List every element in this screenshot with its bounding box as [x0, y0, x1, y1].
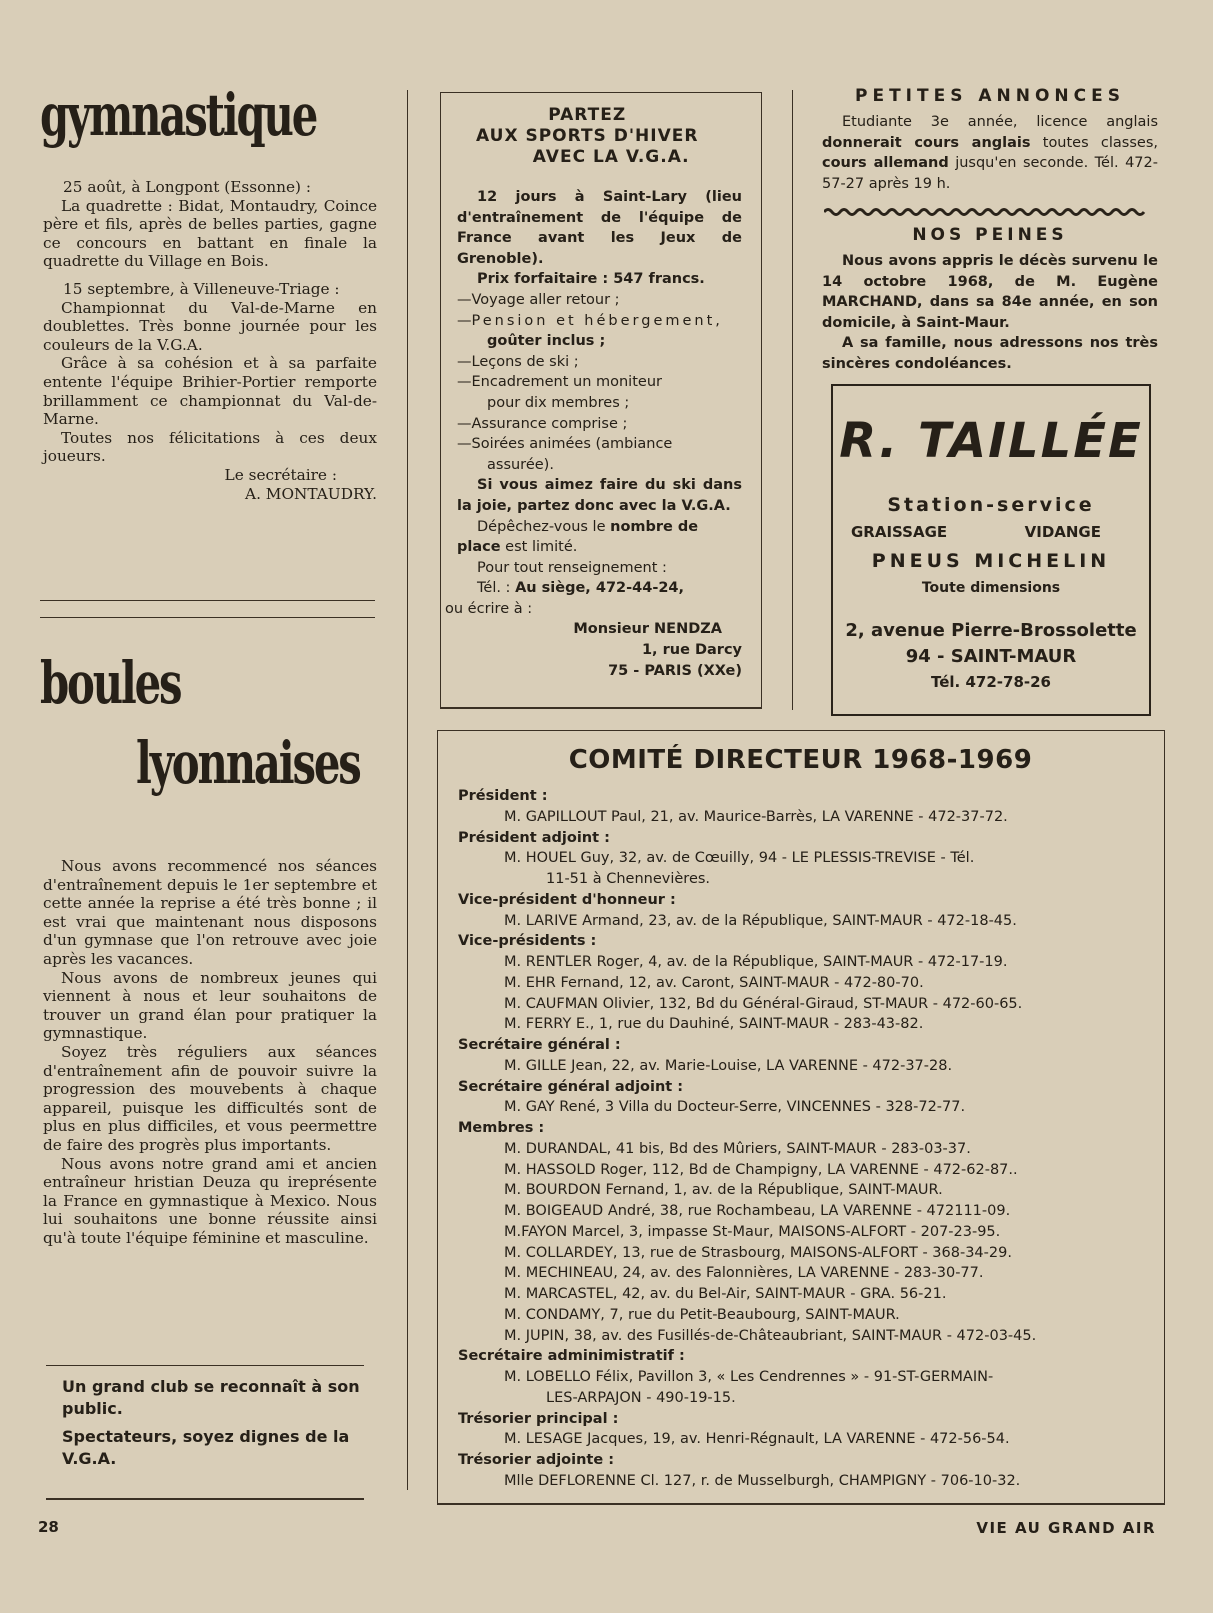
ad-address-city: 94 - SAINT-MAUR	[905, 646, 1077, 667]
committee-member: M. RENTLER Roger, 4, av. de la République, SAINT-MAUR - 472-17-19.	[504, 954, 1008, 970]
divider	[40, 617, 375, 618]
obituary-section	[822, 225, 1158, 375]
committee-role: Vice-président d'honneur :	[458, 891, 676, 908]
obituary-title: NOS PEINES	[912, 225, 1068, 245]
gym-paragraph-4: Championnat du Val-de-Marne en doublettes. Très bonne journée pour les couleurs de la V.G.A.	[43, 298, 377, 354]
column-rule	[792, 90, 793, 710]
boules-paragraph-1: Nous avons recommencé nos séances d'entraînement depuis le 1er septembre et cette année la reprise a été très bonne ; il est vrai que maintenant nous disposons d'un gymnase que l'on retrouve avec joie après les vacances.	[43, 857, 377, 968]
committee-role: Membres :	[458, 1120, 545, 1136]
committee-member: M.FAYON Marcel, 3, impasse St-Maur, MAISONS-ALFORT - 207-23-95.	[504, 1223, 1001, 1240]
slogan-box	[46, 1365, 364, 1500]
committee-member: M. CONDAMY, 7, rue du Petit-Beaubourg, SAINT-MAUR.	[504, 1306, 900, 1323]
gym-paragraph-6: Toutes nos félicitations à ces deux joueurs.	[43, 428, 377, 466]
committee-member: M. GILLE Jean, 22, av. Marie-Louise, LA VARENNE - 472-37-28.	[504, 1057, 953, 1074]
committee-member: M. GAPILLOUT Paul, 21, av. Maurice-Barrès, LA VARENNE - 472-37-72.	[504, 808, 1008, 825]
committee-role: Président :	[458, 788, 548, 804]
winter-item: —Pension et hébergement,	[457, 312, 723, 329]
gymnastique-title: gymnastique	[40, 81, 317, 149]
committee-role: Trésorier principal :	[458, 1410, 619, 1427]
ad-service-greasing: GRAISSAGE	[851, 523, 948, 541]
gym-paragraph-2: La quadrette : Bidat, Montaudry, Coince père et fils, après de belles parties, gagne ce concours en battant en finale la quadrette du Village en Bois.	[43, 196, 377, 271]
committee-list	[458, 786, 1148, 1492]
committee-member: M. COLLARDEY, 13, rue de Strasbourg, MAISONS-ALFORT - 368-34-29.	[504, 1244, 1012, 1261]
committee-role: Secrétaire général adjoint :	[458, 1078, 684, 1095]
column-rule	[407, 90, 408, 1490]
winter-sports-box	[440, 92, 762, 709]
boules-article	[43, 857, 377, 1247]
ad-address-street: 2, avenue Pierre-Brossolette	[845, 620, 1137, 641]
committee-member: M. LESAGE Jacques, 19, av. Henri-Régnault, LA VARENNE - 472-56-54.	[504, 1431, 1010, 1448]
committee-member: M. MECHINEAU, 24, av. des Falonnières, LA VARENNE - 283-30-77.	[504, 1265, 984, 1282]
ad-tire-sizes: Toute dimensions	[921, 580, 1061, 596]
gymnastique-article	[43, 178, 377, 503]
boules-title-line1: boules	[40, 649, 181, 717]
winter-phone: Tél. : Au siège, 472-44-24,	[477, 580, 685, 597]
committee-box	[437, 730, 1165, 1505]
gym-paragraph-5: Grâce à sa cohésion et à sa parfaite entente l'équipe Brihier-Portier remporte brillamment ce championnat du Val-de-Marne.	[43, 354, 377, 429]
ad-service-type: Station-service	[887, 494, 1095, 516]
winter-hurry-text: Dépêchez-vous le nombre de place est limité.	[457, 518, 699, 556]
ad-tires: PNEUS MICHELIN	[871, 550, 1111, 572]
winter-info-label: Pour tout renseignement :	[477, 559, 667, 576]
winter-price: Prix forfaitaire : 547 francs.	[477, 271, 705, 288]
committee-member: M. DURANDAL, 41 bis, Bd des Mûriers, SAINT-MAUR - 283-03-37.	[504, 1140, 971, 1157]
ad-phone: Tél. 472-78-26	[931, 673, 1051, 691]
winter-item: —Assurance comprise ;	[457, 415, 628, 432]
boules-paragraph-3: Soyez très réguliers aux séances d'entraînement afin de pouvoir suivre la progression des mouvebents à chaque appareil, puisque les difficultés sont de plus en plus difficiles, et vous peermettre de faire des progrès plus importants.	[43, 1042, 377, 1154]
committee-member: M. EHR Fernand, 12, av. Caront, SAINT-MAUR - 472-80-70.	[504, 974, 924, 991]
committee-member: LES-ARPAJON - 490-19-15.	[546, 1389, 736, 1406]
gym-paragraph-1: 25 août, à Longpont (Essonne) :	[63, 178, 312, 196]
committee-member: M. LOBELLO Félix, Pavillon 3, « Les Cendrennes » - 91-ST-GERMAIN-	[504, 1369, 994, 1385]
winter-sports-heading	[476, 105, 698, 168]
winter-item: —Leçons de ski ;	[457, 353, 579, 370]
winter-address-street: 1, rue Darcy	[641, 642, 742, 659]
committee-title: COMITÉ DIRECTEUR 1968-1969	[568, 745, 1033, 775]
classified-ad: Etudiante 3e année, licence anglais donnerait cours anglais toutes classes, cours allemand jusqu'en seconde. Tél. 472-57-27 après 19 h.	[822, 114, 1158, 192]
committee-role: Vice-présidents :	[458, 933, 597, 950]
committee-member: M. LARIVE Armand, 23, av. de la République, SAINT-MAUR - 472-18-45.	[504, 912, 1017, 929]
committee-role: Secrétaire général :	[458, 1037, 621, 1053]
committee-member: M. MARCASTEL, 42, av. du Bel-Air, SAINT-MAUR - GRA. 56-21.	[504, 1286, 947, 1302]
advertisement-box	[831, 384, 1151, 716]
committee-member: M. BOURDON Fernand, 1, av. de la République, SAINT-MAUR.	[504, 1182, 943, 1199]
winter-write-label: ou écrire à :	[445, 600, 533, 617]
boules-paragraph-2: Nous avons de nombreux jeunes qui viennent à nous et leur souhaitons de trouver un grand élan pour pratiquer la gymnastique.	[43, 968, 377, 1043]
slogan-line-1: Un grand club se reconnaît à son public.	[62, 1377, 360, 1418]
winter-address-city: 75 - PARIS (XXe)	[608, 662, 742, 679]
committee-role: Secrétaire adminimistratif :	[458, 1348, 685, 1365]
heading-line-2: AUX SPORTS D'HIVER	[476, 126, 699, 146]
committee-member: M. CAUFMAN Olivier, 132, Bd du Général-Giraud, ST-MAUR - 472-60-65.	[504, 995, 1023, 1012]
winter-ski-text: Si vous aimez faire du ski dans la joie, partez donc avec la V.G.A.	[457, 477, 742, 514]
ad-service-oil-change: VIDANGE	[1024, 523, 1101, 541]
committee-role: Trésorier adjointe :	[458, 1452, 615, 1468]
winter-item: —Soirées animées (ambiance	[457, 436, 673, 453]
boules-paragraph-4: Nous avons notre grand ami et ancien entraîneur hristian Deuza qu ireprésente la France en gymnastique à Mexico. Nous lui souhaitons une bonne réussite ainsi qu'à toute l'équipe féminine et masculine.	[43, 1154, 377, 1247]
winter-item-cont: pour dix membres ;	[487, 394, 630, 411]
winter-intro: 12 jours à Saint-Lary (lieu d'entraînement de l'équipe de France avant les Jeux de Grenoble).	[457, 189, 742, 267]
wavy-divider	[824, 207, 1146, 217]
heading-line-1: PARTEZ	[548, 105, 627, 125]
slogan-line-2: Spectateurs, soyez dignes de la V.G.A.	[62, 1427, 350, 1468]
magazine-name: VIE AU GRAND AIR	[976, 1519, 1156, 1537]
committee-member: M. HOUEL Guy, 32, av. de Cœuilly, 94 - LE PLESSIS-TREVISE - Tél.	[504, 850, 975, 867]
divider	[40, 600, 375, 601]
winter-sports-body	[445, 187, 742, 681]
winter-item: —Encadrement un moniteur	[457, 374, 662, 391]
committee-member: M. HASSOLD Roger, 112, Bd de Champigny, LA VARENNE - 472-62-87..	[504, 1161, 1018, 1178]
committee-member: Mlle DEFLORENNE Cl. 127, r. de Musselburgh, CHAMPIGNY - 706-10-32.	[504, 1472, 1021, 1489]
gym-signature-label: Le secrétaire :	[224, 465, 337, 484]
winter-address-name: Monsieur NENDZA	[573, 621, 722, 638]
classifieds-title: PETITES ANNONCES	[855, 86, 1125, 106]
ad-brand-logo: R. TAILLÉE	[839, 413, 1143, 469]
heading-line-3: AVEC LA V.G.A.	[532, 147, 690, 167]
obituary-body	[822, 251, 1158, 375]
committee-role: Président adjoint :	[458, 829, 610, 846]
winter-item-cont: goûter inclus ;	[487, 333, 606, 350]
obituary-paragraph-1: Nous avons appris le décès survenu le 14 octobre 1968, de M. Eugène MARCHAND, dans sa 84e année, en son domicile, à Saint-Maur.	[822, 253, 1158, 331]
committee-member: M. JUPIN, 38, av. des Fusillés-de-Châteaubriant, SAINT-MAUR - 472-03-45.	[504, 1327, 1037, 1344]
committee-member: M. GAY René, 3 Villa du Docteur-Serre, VINCENNES - 328-72-77.	[504, 1099, 966, 1116]
classifieds-section	[822, 86, 1158, 194]
boules-title-line2: lyonnaises	[136, 729, 360, 797]
winter-item: —Voyage aller retour ;	[457, 291, 620, 308]
page-number: 28	[38, 1518, 59, 1536]
classifieds-body	[822, 112, 1158, 194]
committee-member: M. BOIGEAUD André, 38, rue Rochambeau, LA VARENNE - 472111-09.	[504, 1203, 1011, 1219]
gym-signature-name: A. MONTAUDRY.	[245, 484, 377, 503]
gym-paragraph-3: 15 septembre, à Villeneuve-Triage :	[63, 279, 340, 298]
winter-item-cont: assurée).	[487, 456, 554, 473]
committee-member: 11-51 à Chennevières.	[546, 871, 711, 887]
obituary-paragraph-2: A sa famille, nous adressons nos très sincères condoléances.	[822, 335, 1158, 372]
committee-member: M. FERRY E., 1, rue du Dauhiné, SAINT-MAUR - 283-43-82.	[504, 1016, 924, 1033]
